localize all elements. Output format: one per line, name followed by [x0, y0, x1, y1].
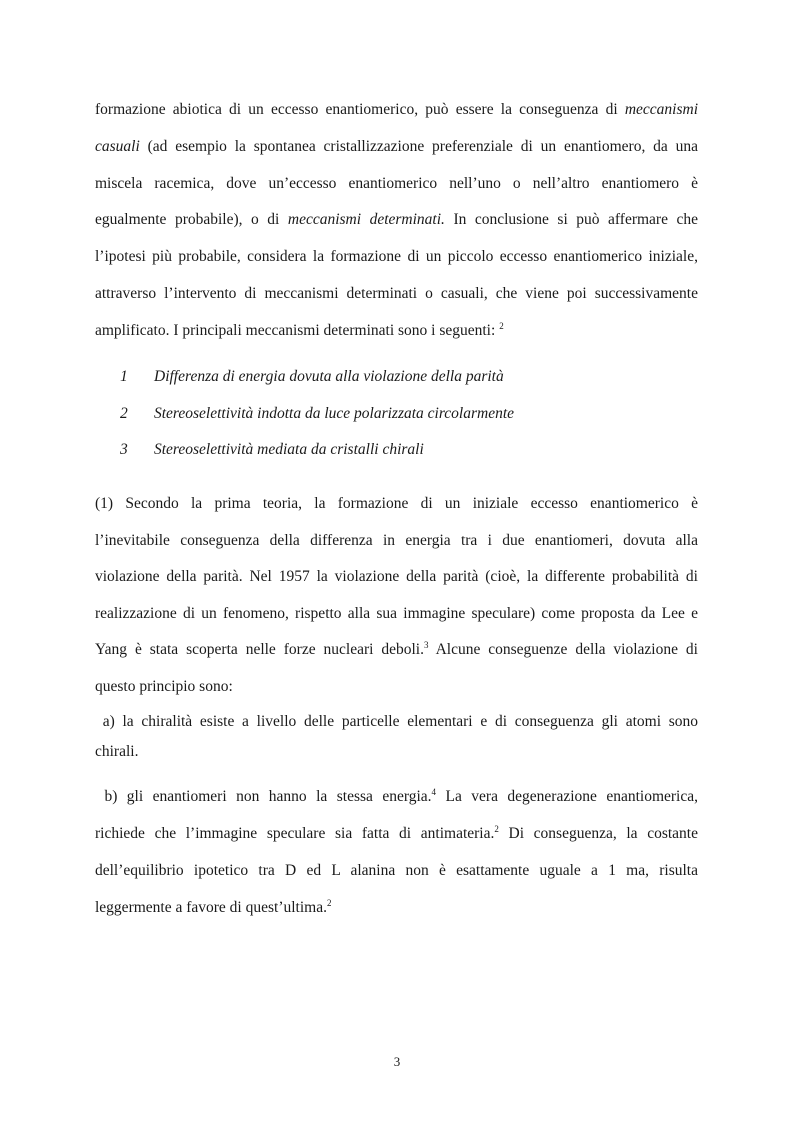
footnote-ref: 3 — [423, 640, 429, 651]
text-line: violazione della parità. Nel 1957 la violazione della parità (cioè, la differente probabilità di — [95, 568, 698, 586]
text-line: l’inevitabile conseguenza della differenza in energia tra i due enantiomeri, dovuta alla — [95, 531, 698, 549]
list-item-text: Stereoselettività indotta da luce polarizzata circolarmente — [154, 404, 515, 422]
text-line — [95, 778, 698, 815]
list-item-text: Differenza di energia dovuta alla violazione della parità — [154, 368, 504, 385]
text-run: a) la chiralità esiste a livello delle particelle elementari e di conseguenza gli atomi sono — [102, 713, 699, 730]
footnote-ref: 2 — [499, 320, 504, 331]
text-run: egualmente probabile), o di — [95, 211, 288, 229]
mechanism-list — [120, 364, 514, 474]
parity-paragraph — [95, 486, 698, 706]
text-line: chirali. — [95, 743, 139, 760]
text-run: Alcune conseguenze della violazione di — [428, 641, 698, 659]
text-line — [95, 889, 698, 926]
text-line — [95, 313, 698, 350]
list-number: 1 — [120, 368, 128, 385]
list-number: 3 — [120, 441, 128, 458]
text-run: Yang è stata scoperta nelle forze nucleari deboli. — [95, 641, 424, 659]
list-item-text: Stereoselettività mediata da cristalli chirali — [154, 441, 424, 458]
text-line: (1) Secondo la prima teoria, la formazione di un iniziale eccesso enantiomerico è — [95, 495, 698, 512]
italic-term: meccanismi determinati. — [287, 211, 445, 229]
italic-term: meccanismi — [624, 101, 698, 118]
consequence-a — [95, 707, 698, 767]
text-line — [95, 92, 698, 129]
text-line: attraverso l’intervento di meccanismi determinati o casuali, che viene poi successivamente — [95, 284, 698, 302]
text-run: amplificato. I principali meccanismi determinati sono i seguenti: — [95, 321, 496, 339]
text-run: formazione abiotica di un eccesso enantiomerico, può essere la conseguenza di — [95, 101, 625, 118]
text-line — [95, 632, 698, 669]
footnote-ref: 4 — [431, 786, 437, 797]
text-line — [95, 202, 698, 239]
consequence-b — [95, 778, 698, 926]
text-line: realizzazione di un fenomeno, rispetto alla sua immagine speculare) come proposta da Lee e — [95, 604, 698, 622]
text-run: (ad esempio la spontanea cristallizzazione preferenziale di un enantiomero, da una — [139, 137, 698, 155]
text-line: dell’equilibrio ipotetico tra D ed L alanina non è esattamente uguale a 1 ma, risulta — [95, 862, 698, 879]
text-line — [95, 707, 698, 737]
text-run: richiede che l’immagine speculare sia fatta di antimateria. — [95, 825, 495, 842]
list-item — [120, 364, 514, 401]
list-item — [120, 437, 514, 474]
list-number: 2 — [120, 404, 128, 422]
text-run: b) gli enantiomeri non hanno la stessa energia. — [104, 788, 432, 805]
text-run: leggermente a favore di quest’ultima. — [95, 899, 327, 916]
text-run: Di conseguenza, la costante — [498, 825, 698, 842]
intro-paragraph — [95, 92, 698, 350]
footnote-ref: 2 — [494, 823, 499, 834]
page-number: 3 — [393, 1054, 401, 1069]
text-run: In conclusione si può affermare che — [444, 211, 698, 229]
text-line — [95, 129, 698, 166]
footnote-ref: 2 — [326, 897, 332, 908]
text-run: La vera degenerazione enantiomerica, — [436, 788, 698, 805]
text-line: questo principio sono: — [95, 677, 233, 695]
italic-term: casuali — [95, 137, 140, 155]
text-line — [95, 815, 698, 852]
text-line: miscela racemica, dove un’eccesso enantiomerico nell’uno o nell’altro enantiomero è — [95, 174, 698, 192]
text-line: l’ipotesi più probabile, considera la formazione di un piccolo eccesso enantiomerico iniziale, — [95, 248, 698, 266]
list-item — [120, 401, 514, 438]
